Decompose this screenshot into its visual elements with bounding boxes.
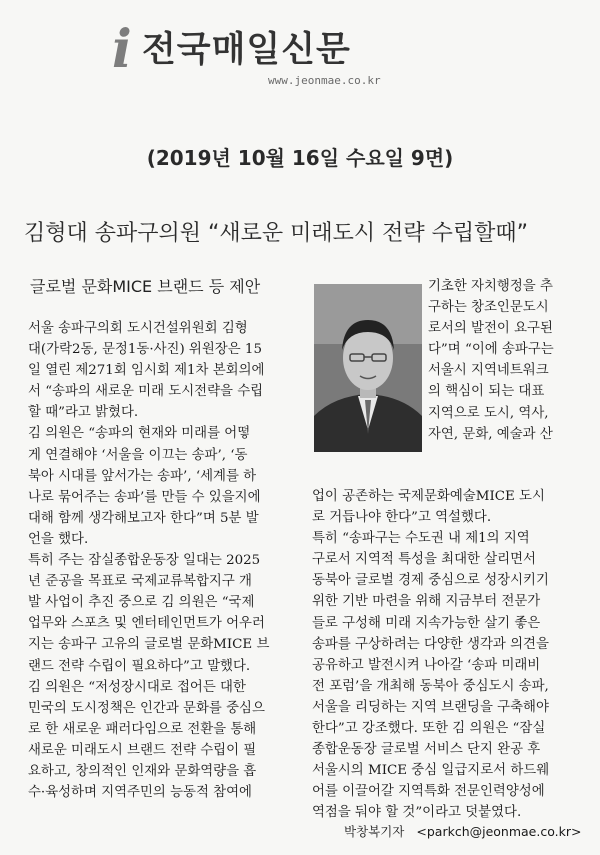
- article-line: 전 포럼’을 개최해 동북아 중심도시 송파,: [312, 678, 549, 694]
- logo-mark: i: [112, 19, 132, 80]
- article-line: 한다”고 강조했다. 또한 김 의원은 “잠실: [312, 721, 546, 737]
- article-line: 서울시 지역네트워크: [428, 363, 549, 379]
- article-line: 발 사업이 추진 중으로 김 의원은 “국제: [28, 595, 255, 611]
- article-line: 대(가락2동, 문정1동·사진) 위원장은 15: [28, 342, 262, 358]
- article-line: 로 한 새로운 패러다임으로 전환을 통해: [28, 721, 257, 737]
- article-line: 수·육성하며 지역주민의 능동적 참여에: [28, 785, 252, 801]
- councillor-photo: [314, 284, 422, 452]
- reporter-name: 박창복기자: [344, 824, 405, 839]
- article-line: 년 준공을 목표로 국제교류복합지구 개: [28, 574, 252, 590]
- article-line: 서 “송파의 새로운 미래 도시전략을 수립: [28, 384, 264, 400]
- article-line: 특히 주는 잠실종합운동장 일대는 2025: [28, 553, 261, 569]
- article-line: 요하고, 창의적인 인재와 문화역량을 흡: [28, 763, 257, 779]
- article-line: 서울 송파구의회 도시건설위원회 김형: [28, 321, 248, 336]
- portrait-illustration: [314, 284, 422, 452]
- article-line: 들로 구성해 미래 지속가능한 살기 좋은: [312, 615, 541, 631]
- article-line: 로 거듭나야 한다”고 역설했다.: [312, 510, 492, 526]
- article-line: 로서의 발전이 요구된: [428, 321, 553, 337]
- article-line: 서울시의 MICE 중심 일급지로서 하드웨: [312, 763, 550, 779]
- newspaper-name: 전국매일신문: [142, 30, 351, 70]
- article-line: 서울을 리딩하는 지역 브랜딩을 구축해야: [312, 699, 549, 715]
- article-line: 종합운동장 글로벌 서비스 단지 완공 후: [312, 742, 541, 758]
- newspaper-url: www.jeonmae.co.kr: [268, 74, 381, 87]
- article-line: 기초한 자치행정을 추: [428, 279, 553, 294]
- article-line: 역점을 둬야 할 것”이라고 덧붙였다.: [312, 805, 522, 821]
- article-line: 할 때”라고 밝혔다.: [28, 405, 139, 421]
- article-line: 어를 이끌어갈 지역특화 전문인력양성에: [312, 784, 545, 800]
- publication-date: (2019년 10월 16일 수요일 9면): [146, 146, 454, 170]
- article-subheadline: 글로벌 문화MICE 브랜드 등 제안: [30, 277, 261, 296]
- article-line: 김 의원은 “송파의 현재와 미래를 어떻: [28, 426, 251, 442]
- article-body-right-top-column: [428, 276, 590, 445]
- article-body-left-column: [28, 318, 304, 803]
- newspaper-masthead: [112, 19, 452, 92]
- article-line: 동북아 글로벌 경제 중심으로 성장시키기: [312, 573, 549, 589]
- reporter-byline: [344, 822, 581, 840]
- article-line: 북아 시대를 앞서가는 송파’, ‘세계를 하: [28, 468, 257, 484]
- article-headline: 김형대 송파구의원 “새로운 미래도시 전략 수립할때”: [24, 221, 529, 246]
- article-line: 나로 묶어주는 송파’를 만들 수 있을지에: [28, 489, 261, 505]
- reporter-email: <parkch@jeonmae.co.kr>: [416, 824, 582, 839]
- article-line: 업무와 스포츠 및 엔터테인먼트가 어우러: [28, 616, 265, 632]
- article-line: 일 열린 제271회 임시회 제1차 본회의에: [28, 363, 265, 379]
- article-line: 랜드 전략 수립이 필요하다”고 말했다.: [28, 658, 251, 674]
- article-line: 구로서 지역적 특성을 최대한 살리면서: [312, 552, 536, 568]
- article-line: 자연, 문화, 예술과 산: [428, 426, 553, 442]
- article-line: 공유하고 발전시켜 나아갈 ‘송파 미래비: [312, 657, 541, 673]
- article-line: 대해 함께 생각해보고자 한다”며 5분 발: [28, 510, 259, 526]
- article-line: 특히 “송파구는 수도권 내 제1의 지역: [312, 531, 530, 547]
- article-body-right-column: [312, 486, 590, 824]
- article-line: 게 연결해야 ‘서울을 이끄는 송파’, ‘동: [28, 447, 248, 463]
- article-line: 새로운 미래도시 브랜드 전략 수립이 필: [28, 742, 257, 758]
- article-line: 구하는 창조인문도시: [428, 300, 549, 316]
- article-line: 위한 기반 마련을 위해 지금부터 전문가: [312, 594, 541, 610]
- article-line: 송파를 구상하려는 다양한 생각과 의견을: [312, 636, 549, 652]
- article-line: 다”며 “이에 송파구는: [428, 342, 554, 358]
- article-line: 의 핵심이 되는 대표: [428, 384, 545, 400]
- article-line: 언을 했다.: [28, 531, 89, 547]
- article-line: 업이 공존하는 국제문화예술MICE 도시: [312, 489, 545, 504]
- article-line: 김 의원은 “저성장시대로 접어든 대한: [28, 679, 246, 695]
- article-line: 지역으로 도시, 역사,: [428, 405, 549, 421]
- article-line: 지는 송파구 고유의 글로벌 문화MICE 브: [28, 637, 270, 653]
- article-line: 민국의 도시정책은 인간과 문화를 중심으: [28, 700, 265, 716]
